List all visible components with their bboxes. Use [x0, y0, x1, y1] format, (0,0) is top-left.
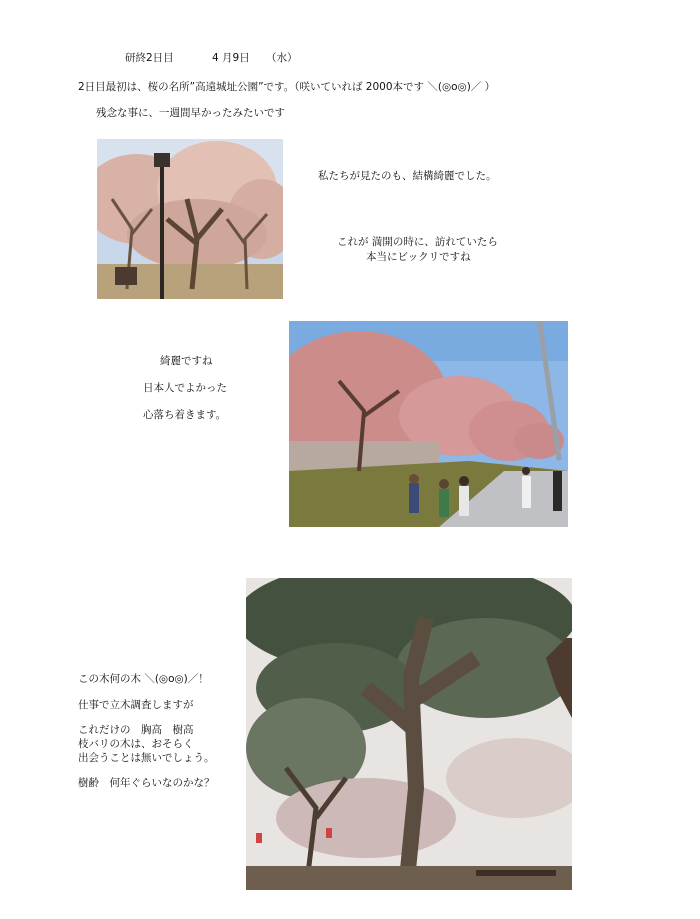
cherry-path-photo: [289, 321, 568, 527]
section1-caption-1: 私たちが見たのも、結構綺麗でした。: [318, 170, 497, 182]
section2-line-3: 心落ち着きます。: [143, 409, 227, 421]
section2-line-1: 綺麗ですね: [160, 355, 213, 367]
header-date: 4 月9日: [212, 52, 250, 64]
section3-line-2: 仕事で立木調査しますが: [78, 699, 194, 711]
section3-line-4: 枝バリの木は、おそらく: [78, 738, 194, 750]
large-tree-photo: [246, 578, 572, 890]
page-title: 研終2日目: [125, 52, 174, 64]
section3-line-5: 出会うことは無いでしょう。: [78, 752, 215, 764]
section3-line-1: この木何の木 ＼(◎o◎)／！: [78, 673, 209, 685]
header-weekday: （水）: [266, 52, 298, 64]
section3-line-6: 樹齢 何年ぐらいなのかな？: [78, 777, 215, 789]
cherry-tree-lamp-photo: [97, 139, 283, 299]
section3-line-3: これだけの 胸高 樹高: [78, 724, 194, 736]
section1-caption-3: 本当にビックリですね: [366, 251, 471, 263]
section1-caption-2: これが 満開の時に、訪れていたら: [337, 236, 498, 248]
intro-line-2: 残念な事に、一週間早かったみたいです: [96, 107, 285, 119]
section2-line-2: 日本人でよかった: [143, 382, 227, 394]
intro-line-1: 2日目最初は、桜の名所”高遠城址公園”です。（咲いていれば 2000本です ＼(◎o◎)／ ）: [78, 81, 496, 93]
